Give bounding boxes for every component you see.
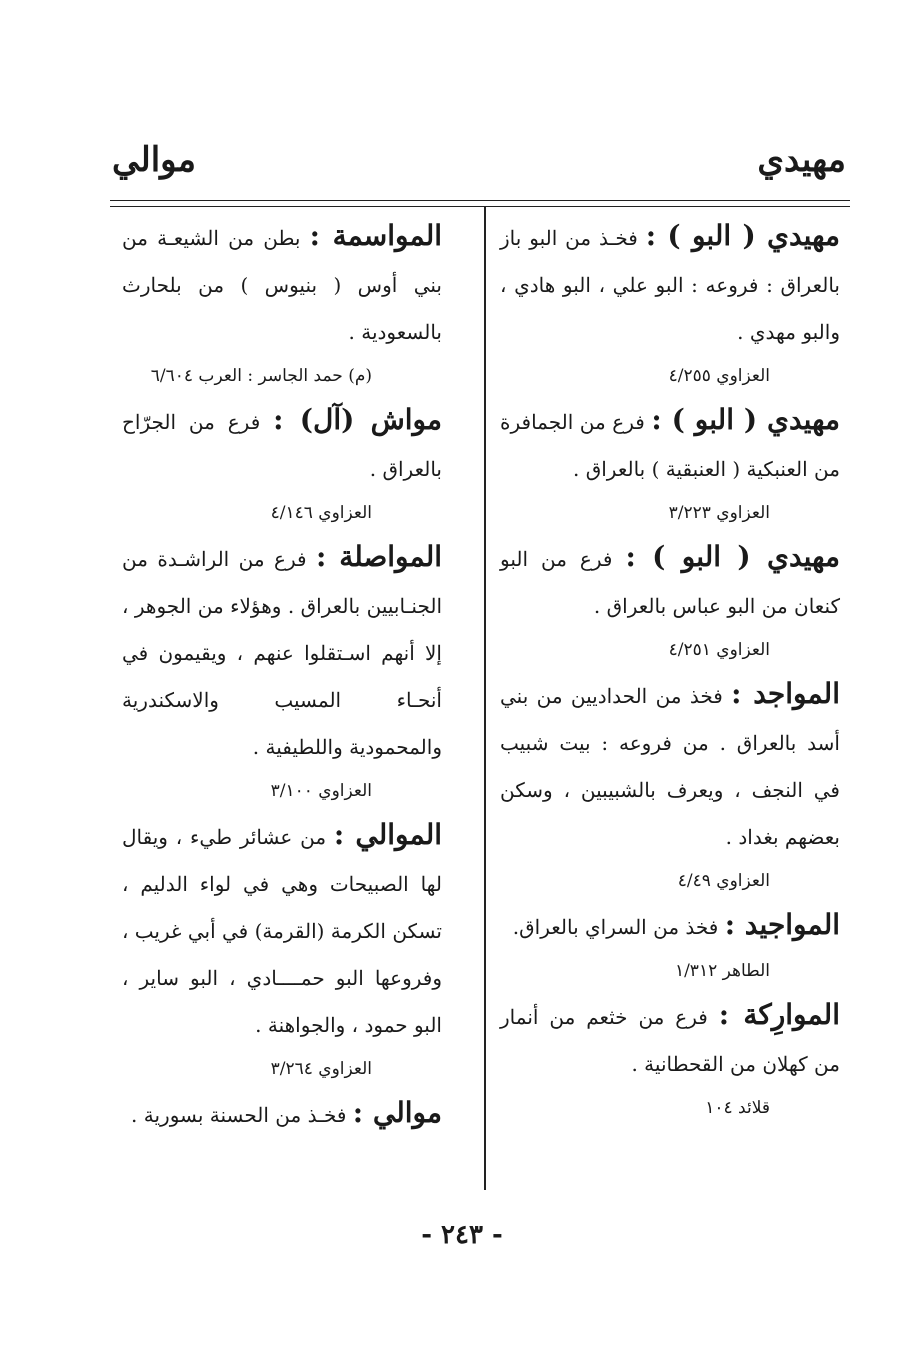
entry-term: موالي : <box>352 1096 442 1129</box>
entry-source: (م) حمد الجاسر : العرب ٦/٦٠٤ <box>150 366 372 386</box>
entry-source: العزاوي ٣/٢٢٣ <box>668 503 770 523</box>
entry-text: فخذ من الحداديين من بني أسد بالعراق . من فروعه : بيت شبيب في النجف ، ويعرف بالشبيبين ، وسكن بعضهم بغداد . <box>500 684 840 849</box>
page-number: - ٢٤٣ - <box>421 1220 503 1250</box>
entry-body <box>122 396 442 493</box>
entry-text: فرع من البو كنعان من البو عباس بالعراق . <box>500 547 840 618</box>
running-head-first-entry: مهيدي <box>757 140 846 180</box>
entry <box>500 533 840 670</box>
entry-text: فرع من خثعم من أنمار من كهلان من القحطانية . <box>500 1005 840 1076</box>
entry-text: فخـذ من الحسنة بسورية . <box>131 1103 347 1127</box>
entry-body <box>122 1089 442 1139</box>
entry-source: العزاوي ٣/١٠٠ <box>270 781 372 801</box>
entry <box>500 396 840 533</box>
entry-body <box>500 212 840 356</box>
entry <box>122 396 442 533</box>
right-column <box>500 212 840 1128</box>
entry-body <box>500 670 840 861</box>
entry-term: مهيدي ( البو ) : <box>625 540 841 573</box>
entry-term: مهيدي ( البو ) : <box>645 219 840 252</box>
entry-term: مواش (آل) : <box>273 403 443 436</box>
entry-body <box>500 901 840 951</box>
entry <box>500 901 840 991</box>
entry-term: المواجد : <box>731 677 840 710</box>
entry-text: فخـذ من البو باز بالعراق : فروعه : البو علي ، البو هادي ، والبو مهدي . <box>500 226 840 344</box>
left-column <box>122 212 442 1139</box>
entry-body <box>500 533 840 630</box>
entry-term: المواصلة : <box>316 540 443 573</box>
entry-source: الطاهر ١/٣١٢ <box>674 961 770 981</box>
entry-text: فرع من الجرّاح بالعراق . <box>122 410 442 481</box>
entry-text: بطن من الشيعـة من بني أوس ( بنيوس ) من بلحارث بالسعودية . <box>122 226 442 344</box>
entry-text: من عشائر طيء ، ويقال لها الصبيحات وهي في لواء الدليم ، تسكن الكرمة (القرمة) في أبي غريب ، وفروعها البو حمــــادي ، البو ساير ، البو حمود ، والجواهنة . <box>121 825 442 1037</box>
header-rule-top <box>110 200 850 201</box>
column-divider <box>484 206 486 1190</box>
entry-body <box>122 811 442 1049</box>
entry-body <box>122 212 442 356</box>
entry <box>122 1089 442 1139</box>
entry-body <box>122 533 442 771</box>
entry-source: العزاوي ٤/٢٥١ <box>668 640 770 660</box>
entry-term: الموارِكة : <box>718 998 840 1031</box>
entry-source: العزاوي ٤/٤٩ <box>677 871 770 891</box>
entry <box>122 533 442 811</box>
entry-term: المواسمة : <box>309 219 443 252</box>
entry-term: المواجيد : <box>724 908 840 941</box>
entry-source: العزاوي ٣/٢٦٤ <box>270 1059 372 1079</box>
entry-text: فرع من الراشـدة من الجنـابيين بالعراق . وهؤلاء من الجوهر ، إلا أنهم اسـتقلوا عنهم ، ويقيمون في أنحـاء المسيب والاسكندرية والمحمودية واللطيفية . <box>122 547 442 759</box>
running-head-last-entry: موالي <box>112 140 196 180</box>
entry-body <box>500 991 840 1088</box>
entry <box>500 670 840 901</box>
entry-source: العزاوي ٤/١٤٦ <box>270 503 372 523</box>
entry-source: قلائد ١٠٤ <box>705 1098 770 1118</box>
entry <box>500 212 840 396</box>
entry <box>122 212 442 396</box>
entry-term: مهيدي ( البو ) : <box>651 403 841 436</box>
entry-source: العزاوي ٤/٢٥٥ <box>668 366 770 386</box>
entry-text: فرع من الجمافرة من العنبكية ( العنبقية ) بالعراق . <box>500 410 840 481</box>
entry-term: الموالي : <box>333 818 442 851</box>
header-rule-bottom <box>110 206 850 207</box>
entry <box>122 811 442 1089</box>
entry-body <box>500 396 840 493</box>
entry-text: فخذ من السراي بالعراق. <box>512 915 719 939</box>
entry <box>500 991 840 1128</box>
